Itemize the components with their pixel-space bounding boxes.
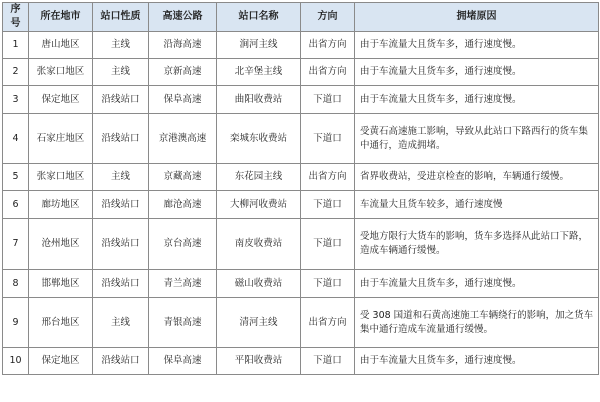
table-row [3, 86, 599, 114]
cell-reason: 受 308 国道和石黄高速施工车辆绕行的影响，加之货车集中通行造成车流量通行缓慢。 [355, 298, 599, 348]
table-row [3, 298, 599, 348]
cell-city: 唐山地区 [29, 32, 93, 59]
cell-direction: 出省方向 [301, 32, 355, 59]
table-header-row [3, 3, 599, 32]
cell-city: 沧州地区 [29, 219, 93, 270]
cell-reason: 受地方限行大货车的影响，货车多选择从此站口下路，造成车辆通行缓慢。 [355, 219, 599, 270]
cell-station: 涧河主线 [217, 32, 301, 59]
congestion-table [2, 2, 599, 375]
cell-city: 保定地区 [29, 348, 93, 375]
cell-no: 5 [3, 164, 29, 191]
cell-station: 清河主线 [217, 298, 301, 348]
cell-city: 张家口地区 [29, 164, 93, 191]
cell-reason: 由于车流量大且货车多，通行速度慢。 [355, 86, 599, 114]
cell-type: 沿线站口 [93, 191, 149, 219]
cell-no: 6 [3, 191, 29, 219]
cell-type: 沿线站口 [93, 348, 149, 375]
cell-reason: 由于车流量大且货车多，通行速度慢。 [355, 348, 599, 375]
cell-no: 9 [3, 298, 29, 348]
cell-highway: 京台高速 [149, 219, 217, 270]
cell-direction: 下道口 [301, 348, 355, 375]
cell-station: 曲阳收费站 [217, 86, 301, 114]
cell-reason: 省界收费站，受进京检查的影响，车辆通行缓慢。 [355, 164, 599, 191]
table-row [3, 348, 599, 375]
table-row [3, 114, 599, 164]
cell-city: 邯郸地区 [29, 270, 93, 298]
cell-reason: 由于车流量大且货车多，通行速度慢。 [355, 32, 599, 59]
cell-direction: 出省方向 [301, 164, 355, 191]
cell-highway: 廊沧高速 [149, 191, 217, 219]
cell-city: 廊坊地区 [29, 191, 93, 219]
cell-no: 4 [3, 114, 29, 164]
table-row [3, 191, 599, 219]
table-row [3, 32, 599, 59]
cell-city: 保定地区 [29, 86, 93, 114]
cell-station: 栾城东收费站 [217, 114, 301, 164]
header-city: 所在地市 [29, 3, 93, 32]
cell-no: 7 [3, 219, 29, 270]
cell-city: 张家口地区 [29, 59, 93, 86]
cell-reason: 受黄石高速施工影响，导致从此站口下路西行的货车集中通行，造成拥堵。 [355, 114, 599, 164]
table-row [3, 164, 599, 191]
cell-reason: 由于车流量大且货车多，通行速度慢。 [355, 270, 599, 298]
cell-highway: 青银高速 [149, 298, 217, 348]
table-row [3, 219, 599, 270]
header-station: 站口名称 [217, 3, 301, 32]
cell-reason: 车流量大且货车较多，通行速度慢 [355, 191, 599, 219]
cell-no: 3 [3, 86, 29, 114]
cell-direction: 出省方向 [301, 59, 355, 86]
header-reason: 拥堵原因 [355, 3, 599, 32]
cell-type: 沿线站口 [93, 270, 149, 298]
cell-station: 大柳河收费站 [217, 191, 301, 219]
cell-highway: 青兰高速 [149, 270, 217, 298]
cell-station: 北辛堡主线 [217, 59, 301, 86]
cell-highway: 保阜高速 [149, 348, 217, 375]
cell-no: 1 [3, 32, 29, 59]
header-direction: 方向 [301, 3, 355, 32]
table-row [3, 270, 599, 298]
cell-direction: 下道口 [301, 86, 355, 114]
cell-highway: 保阜高速 [149, 86, 217, 114]
cell-direction: 下道口 [301, 114, 355, 164]
cell-type: 沿线站口 [93, 86, 149, 114]
header-type: 站口性质 [93, 3, 149, 32]
cell-direction: 下道口 [301, 270, 355, 298]
cell-type: 沿线站口 [93, 114, 149, 164]
cell-station: 南皮收费站 [217, 219, 301, 270]
cell-type: 主线 [93, 32, 149, 59]
cell-type: 主线 [93, 59, 149, 86]
cell-city: 邢台地区 [29, 298, 93, 348]
cell-city: 石家庄地区 [29, 114, 93, 164]
cell-no: 10 [3, 348, 29, 375]
cell-station: 平阳收费站 [217, 348, 301, 375]
cell-highway: 沿海高速 [149, 32, 217, 59]
cell-highway: 京港澳高速 [149, 114, 217, 164]
cell-direction: 下道口 [301, 191, 355, 219]
cell-direction: 出省方向 [301, 298, 355, 348]
cell-highway: 京新高速 [149, 59, 217, 86]
cell-reason: 由于车流量大且货车多，通行速度慢。 [355, 59, 599, 86]
cell-no: 2 [3, 59, 29, 86]
header-highway: 高速公路 [149, 3, 217, 32]
cell-type: 主线 [93, 298, 149, 348]
cell-type: 主线 [93, 164, 149, 191]
cell-type: 沿线站口 [93, 219, 149, 270]
header-no: 序号 [3, 3, 29, 32]
cell-direction: 下道口 [301, 219, 355, 270]
cell-station: 东花园主线 [217, 164, 301, 191]
cell-no: 8 [3, 270, 29, 298]
cell-highway: 京藏高速 [149, 164, 217, 191]
table-row [3, 59, 599, 86]
cell-station: 磁山收费站 [217, 270, 301, 298]
